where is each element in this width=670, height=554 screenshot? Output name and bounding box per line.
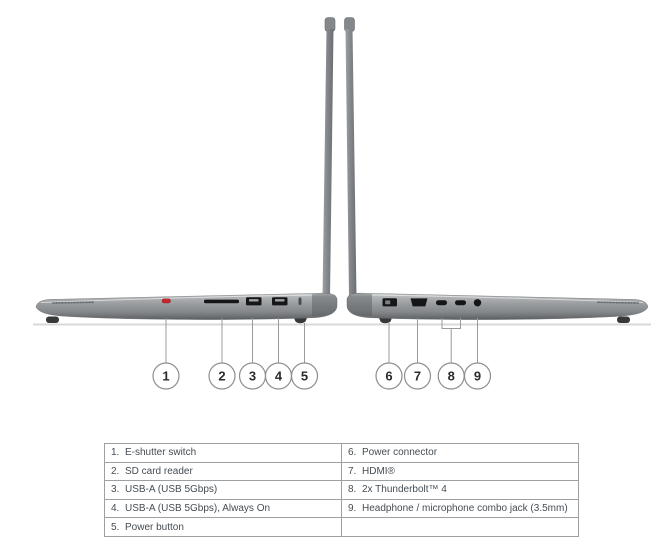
thunderbolt-port-2 xyxy=(455,300,466,305)
legend-label: SD card reader xyxy=(125,465,193,477)
callout-7 xyxy=(405,363,431,389)
legend-label: USB-A (USB 5Gbps) xyxy=(125,484,218,496)
legend-row-4 xyxy=(105,499,579,518)
legend-label: USB-A (USB 5Gbps), Always On xyxy=(125,503,271,515)
right-laptop-front-foot xyxy=(617,317,630,324)
legend-number: 7. xyxy=(348,465,357,477)
headphone-jack xyxy=(474,299,481,306)
right-laptop-view xyxy=(345,18,649,324)
callout-4-number: 4 xyxy=(274,368,283,384)
legend-cell-7 xyxy=(342,462,579,481)
legend-row-3 xyxy=(105,481,579,500)
legend-row-1 xyxy=(105,444,579,463)
legend-cell-empty xyxy=(342,518,579,537)
legend-number: 5. xyxy=(111,521,120,533)
callout-3-number: 3 xyxy=(248,368,257,384)
legend-label: Power button xyxy=(125,521,184,533)
legend-label: 2x Thunderbolt™ 4 xyxy=(362,484,447,496)
legend-label: E-shutter switch xyxy=(125,447,197,459)
legend-number: 1. xyxy=(111,447,120,459)
legend-cell-4 xyxy=(105,499,342,518)
legend-label: HDMI® xyxy=(362,465,395,477)
callout-6 xyxy=(376,363,402,389)
usb-a-port-1 xyxy=(246,297,262,305)
legend-cell-8 xyxy=(342,481,579,500)
legend-number: 8. xyxy=(348,484,357,496)
callout-1-number: 1 xyxy=(162,368,170,384)
callout-circles xyxy=(153,363,491,389)
callout-1 xyxy=(153,363,179,389)
callout-8 xyxy=(438,363,464,389)
ports-legend-table xyxy=(104,443,579,537)
callout-7-number: 7 xyxy=(413,368,422,384)
callout-2 xyxy=(209,363,235,389)
sd-card-reader-slot xyxy=(204,300,239,304)
legend-cell-5 xyxy=(105,518,342,537)
right-laptop-lid xyxy=(346,29,357,297)
callout-5 xyxy=(292,363,318,389)
callout-9 xyxy=(465,363,491,389)
legend-label: Power connector xyxy=(362,447,438,459)
left-laptop-base xyxy=(36,293,337,319)
legend-label: Headphone / microphone combo jack (3.5mm) xyxy=(362,503,568,515)
e-shutter-switch xyxy=(162,299,171,303)
power-connector-port xyxy=(383,298,398,306)
callout-8-number: 8 xyxy=(447,368,455,384)
hdmi-port xyxy=(411,298,428,306)
legend-cell-2 xyxy=(105,462,342,481)
callout-2-number: 2 xyxy=(218,368,226,384)
legend-cell-1 xyxy=(105,444,342,463)
thunderbolt-port-1 xyxy=(436,300,447,305)
left-laptop-view xyxy=(36,18,337,324)
legend-cell-9 xyxy=(342,499,579,518)
left-laptop-lid xyxy=(323,29,334,297)
callout-3 xyxy=(240,363,266,389)
legend-number: 2. xyxy=(111,465,120,477)
legend-number: 6. xyxy=(348,447,357,459)
legend-number: 4. xyxy=(111,503,120,515)
callout-5-number: 5 xyxy=(300,368,309,384)
legend-row-2 xyxy=(105,462,579,481)
power-button xyxy=(299,298,302,306)
legend-cell-3 xyxy=(105,481,342,500)
left-laptop-front-foot xyxy=(46,317,59,324)
callout-9-number: 9 xyxy=(473,368,482,384)
legend-number: 9. xyxy=(348,503,357,515)
legend-cell-6 xyxy=(342,444,579,463)
callout-6-number: 6 xyxy=(385,368,393,384)
legend-row-5 xyxy=(105,518,579,537)
legend-number: 3. xyxy=(111,484,120,496)
callout-4 xyxy=(266,363,292,389)
usb-a-port-2 xyxy=(272,297,288,305)
